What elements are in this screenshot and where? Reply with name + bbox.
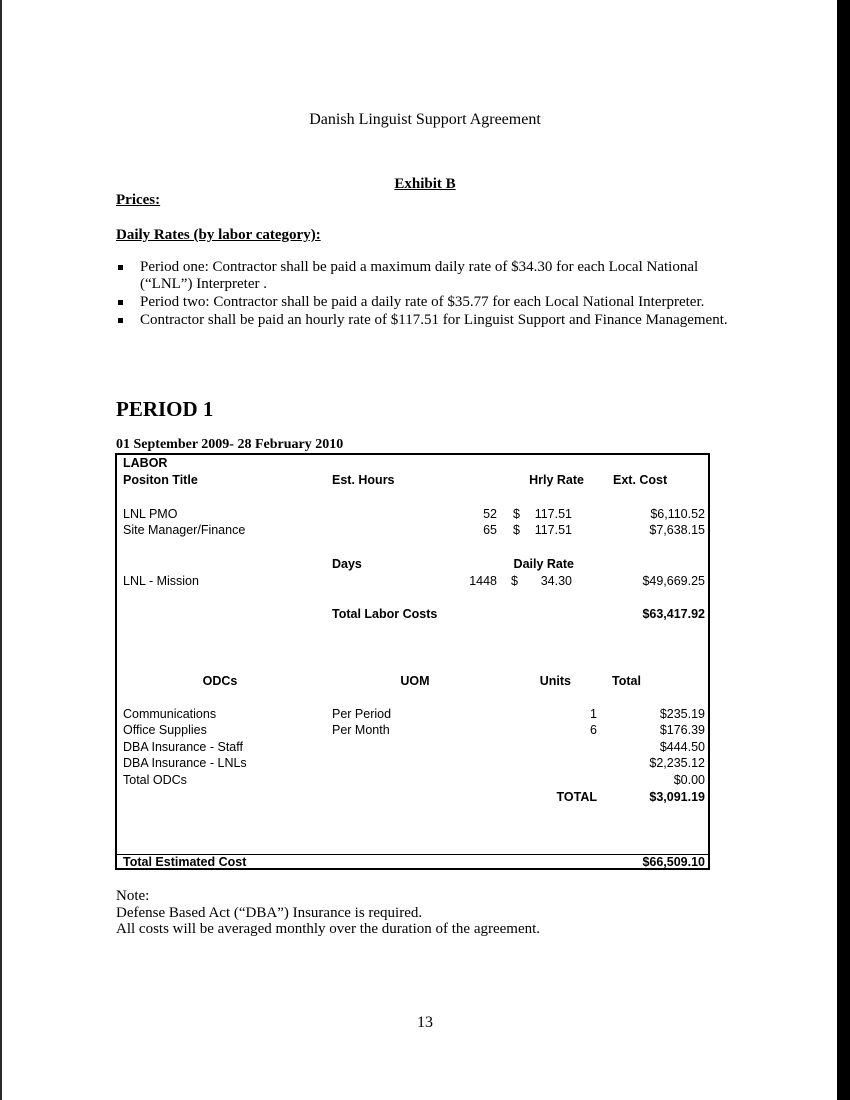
labor-row-title: LNL PMO [123,507,178,521]
note-label: Note: [116,888,150,904]
labor-row-currency: $ [513,523,520,537]
uom-header: UOM [400,674,430,688]
ext-cost-header: Ext. Cost [613,473,668,487]
page-number: 13 [417,1014,433,1031]
est-hours-header: Est. Hours [332,473,395,487]
rate-bullet-list [116,259,736,330]
labor-row-rate: 34.30 [540,574,572,588]
odc-total-value: $3,091.19 [649,790,705,804]
bullet-text: Contractor shall be paid an hourly rate of $117.51 for Linguist Support and Finance Management. [140,312,728,328]
note-line: Defense Based Act (“DBA”) Insurance is required. [116,905,423,921]
odc-row-total: $0.00 [673,773,705,787]
odcs-header: ODCs [202,674,238,688]
square-bullet-icon [118,300,123,305]
odc-row-units: 1 [590,707,597,721]
period-dates: 01 September 2009- 28 February 2010 [116,437,344,452]
labor-section-label: LABOR [123,456,168,470]
odc-row-item: DBA Insurance - LNLs [123,756,247,770]
odc-row-uom: Per Month [332,723,390,737]
total-labor-value: $63,417.92 [642,607,705,621]
labor-row-currency: $ [511,574,518,588]
total-header: Total [612,674,641,688]
labor-row-rate: 117.51 [534,507,572,521]
hrly-rate-header: Hrly Rate [529,473,584,487]
bullet-text: Period two: Contractor shall be paid a daily rate of $35.77 for each Local National Interpreter. [140,294,705,310]
odc-row-item: Office Supplies [123,723,207,737]
total-labor-label: Total Labor Costs [332,607,438,621]
total-estimated-value: $66,509.10 [642,855,705,869]
labor-row-hours: 52 [483,507,497,521]
exhibit-title: Exhibit B [394,176,456,192]
bullet-item [116,294,736,311]
odc-row-total: $176.39 [659,723,705,737]
odc-row-item: Total ODCs [123,773,187,787]
scan-left-edge [0,0,2,1100]
square-bullet-icon [118,318,123,323]
odc-row-item: Communications [123,707,217,721]
days-header: Days [332,557,362,571]
prices-heading: Prices: [116,192,161,208]
labor-row-rate: 117.51 [534,523,572,537]
bullet-item [116,312,736,329]
odc-row-total: $235.19 [659,707,705,721]
note-line: All costs will be averaged monthly over the duration of the agreement. [116,921,541,937]
daily-rates-heading: Daily Rates (by labor category): [116,227,321,243]
units-header: Units [539,674,571,688]
daily-rate-header: Daily Rate [513,557,574,571]
odc-row-total: $444.50 [659,740,705,754]
bullet-text: Period one: Contractor shall be paid a maximum daily rate of $34.30 for each Local National (“LNL”) Interpreter . [140,259,699,292]
odc-row-item: DBA Insurance - Staff [123,740,243,754]
labor-row-cost: $49,669.25 [642,574,705,588]
labor-row-title: LNL - Mission [123,574,199,588]
odc-row-uom: Per Period [332,707,392,721]
document-title: Danish Linguist Support Agreement [309,111,541,128]
labor-row-days: 1448 [469,574,497,588]
bullet-item [116,259,736,293]
labor-row-title: Site Manager/Finance [123,523,246,537]
labor-row-cost: $6,110.52 [650,507,705,521]
scan-right-edge [837,0,850,1100]
labor-row-currency: $ [513,507,520,521]
odc-row-units: 6 [590,723,597,737]
labor-row-hours: 65 [483,523,497,537]
position-title-header: Positon Title [123,473,198,487]
square-bullet-icon [118,265,123,270]
odc-row-total: $2,235.12 [649,756,705,770]
period-heading: PERIOD 1 [116,397,214,421]
labor-row-cost: $7,638.15 [649,523,705,537]
odc-total-label: TOTAL [556,790,597,804]
total-estimated-label: Total Estimated Cost [123,855,247,869]
